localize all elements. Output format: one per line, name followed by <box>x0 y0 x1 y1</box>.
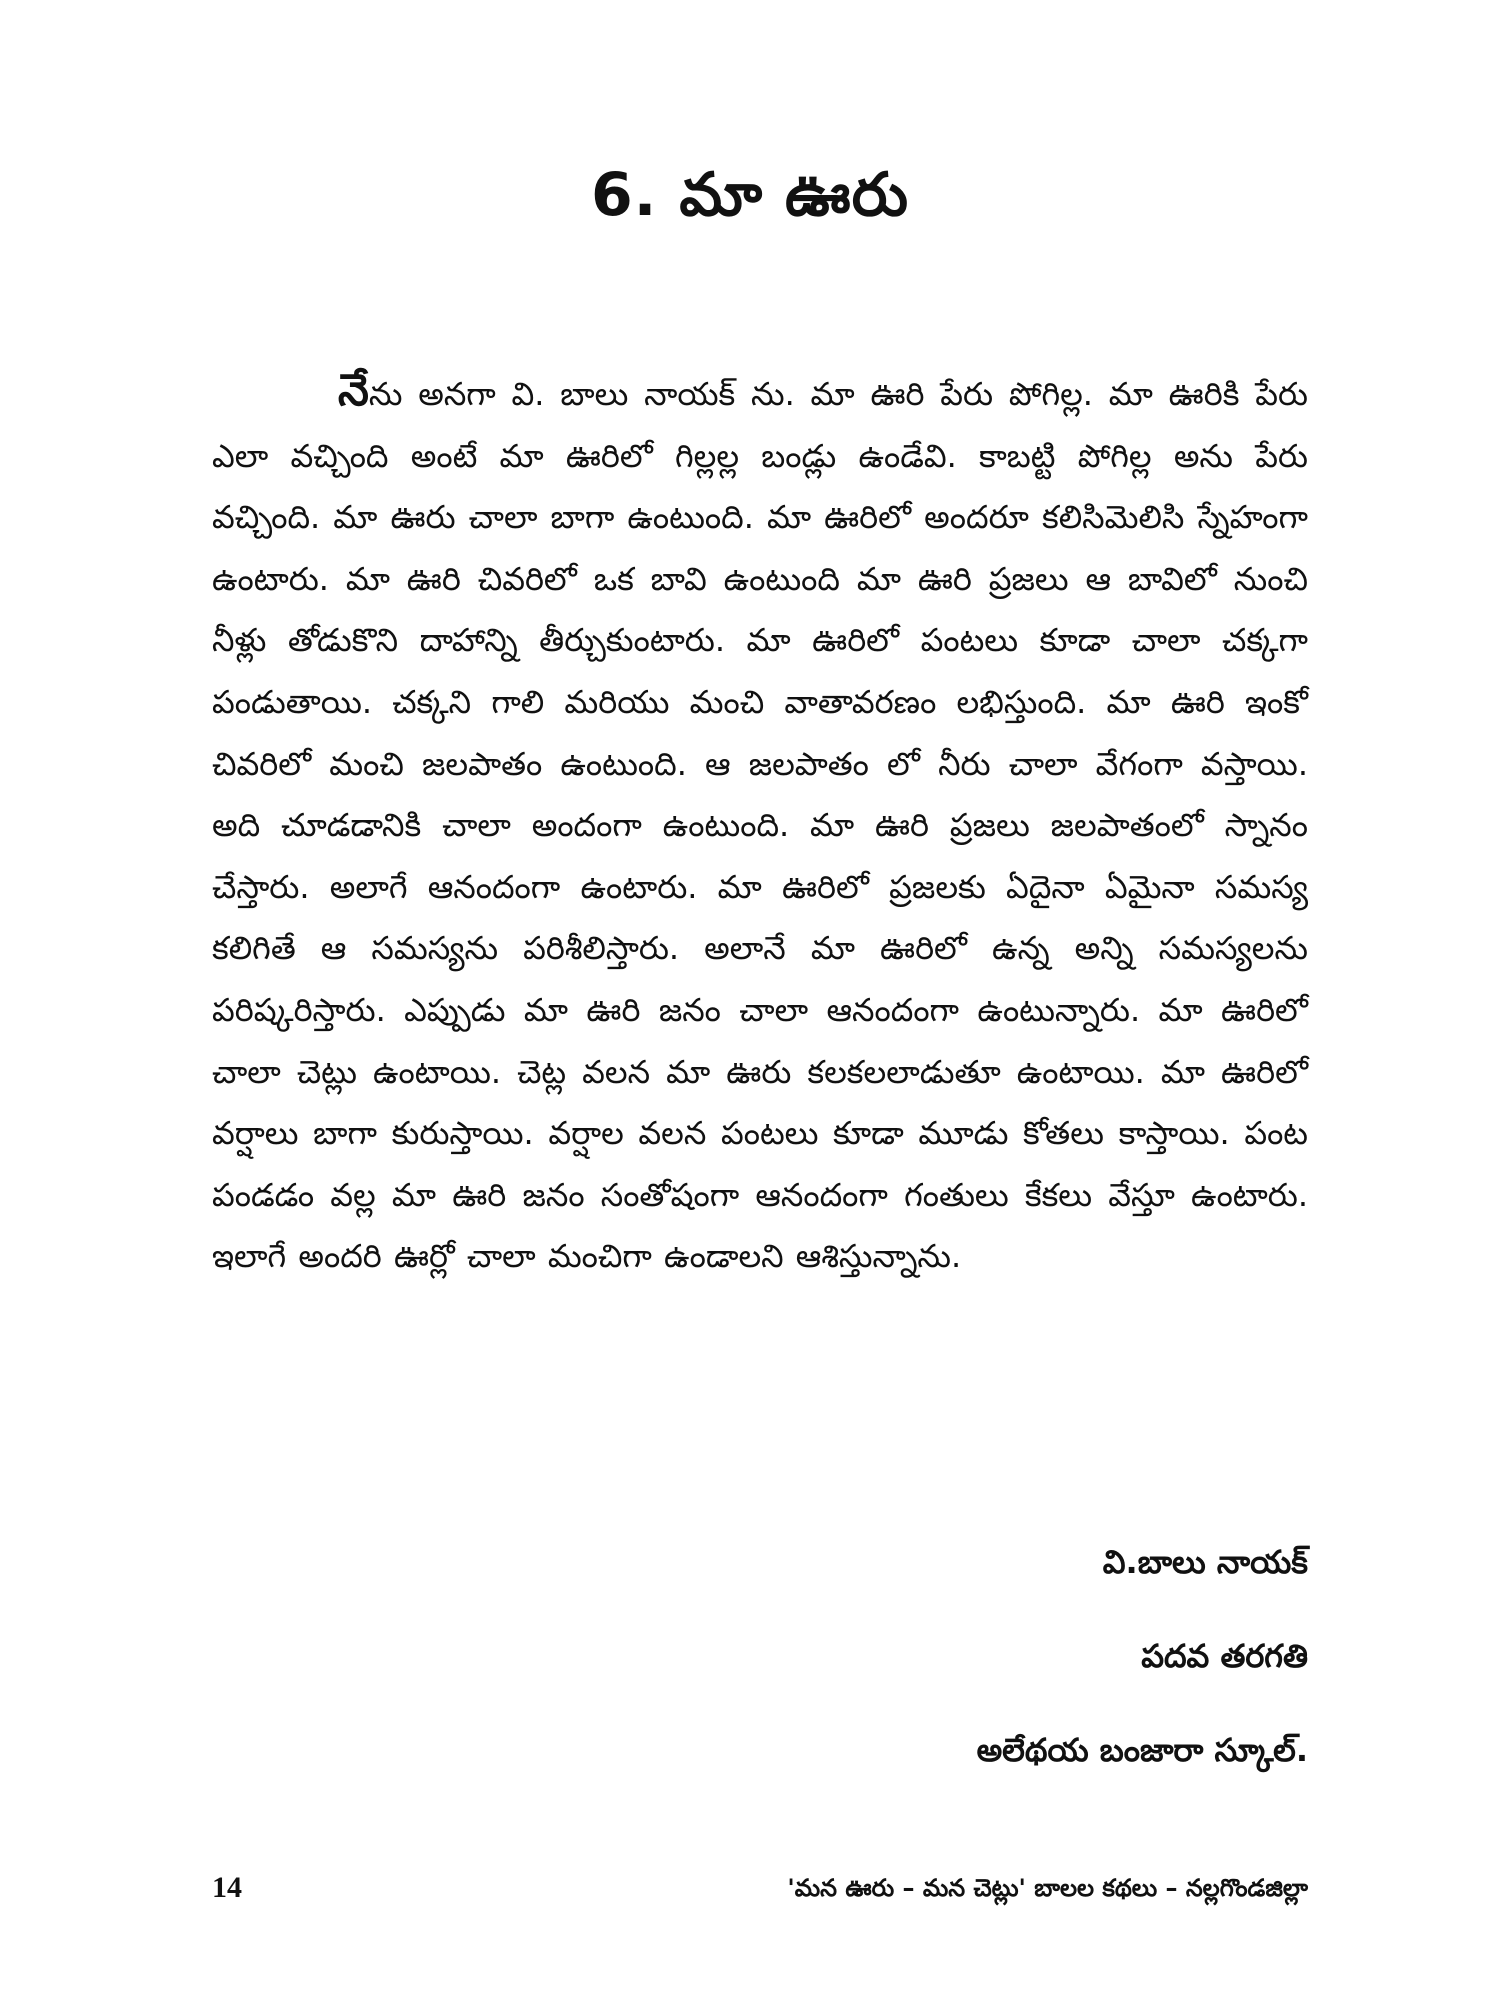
page-footer <box>212 1866 1308 1910</box>
author-school: అలేథయ బంజారా స్కూల్. <box>976 1731 1308 1769</box>
story-text: ను అనగా వి. బాలు నాయక్ ను. మా ఊరి పేరు పోగిల్ల. మా ఊరికి పేరు ఎలా వచ్చింది అంటే మా ఊరిలో గిల్లల్ల బండ్లు ఉండేవి. కాబట్టి పోగిల్ల అను పేరు వచ్చింది. మా ఊరు చాలా బాగా ఉంటుంది. మా ఊరిలో అందరూ కలిసిమెలిసి స్నేహంగా ఉంటారు. మా ఊరి చివరిలో ఒక బావి ఉంటుంది మా ఊరి ప్రజలు ఆ బావిలో నుంచి నీళ్లు తోడుకొని దాహాన్ని తీర్చుకుంటారు. మా ఊరిలో పంటలు కూడా చాలా చక్కగా పండుతాయి. చక్కని గాలి మరియు మంచి వాతావరణం లభిస్తుంది. మా ఊరి ఇంకో చివరిలో మంచి జలపాతం ఉంటుంది. ఆ జలపాతం లో నీరు చాలా వేగంగా వస్తాయి. అది చూడడానికి చాలా అందంగా ఉంటుంది. మా ఊరి ప్రజలు జలపాతంలో స్నానం చేస్తారు. అలాగే ఆనందంగా ఉంటారు. మా ఊరిలో ప్రజలకు ఏదైనా ఏమైనా సమస్య కలిగితే ఆ సమస్యను పరిశీలిస్తారు. అలానే మా ఊరిలో ఉన్న అన్ని సమస్యలను పరిష్కరిస్తారు. ఎప్పుడు మా ఊరి జనం చాలా ఆనందంగా ఉంటున్నారు. మా ఊరిలో చాలా చెట్లు ఉంటాయి. చెట్ల వలన మా ఊరు కలకలలాడుతూ ఉంటాయి. మా ఊరిలో వర్షాలు బాగా కురుస్తాయి. వర్షాల వలన పంటలు కూడా మూడు కోతలు కాస్తాయి. పంట పండడం వల్ల మా ఊరి జనం సంతోషంగా ఆనందంగా గంతులు కేకలు వేస్తూ ఉంటారు. ఇలాగే అందరి ఊర్లో చాలా మంచిగా ఉండాలని ఆశిస్తున్నాను. <box>212 375 1308 1276</box>
page-number: 14 <box>212 1871 242 1904</box>
author-name: వి.బాలు నాయక్ <box>1102 1543 1308 1581</box>
author-class: పదవ తరగతి <box>1141 1637 1308 1675</box>
page-title: 6. మా ఊరు <box>590 160 910 231</box>
story-dropcap: నే <box>338 365 369 416</box>
book-title-footer: 'మన ఊరు – మన చెట్లు' బాలల కథలు – నల్లగొండజిల్లా <box>787 1874 1308 1902</box>
story-paragraph <box>212 364 1308 1288</box>
